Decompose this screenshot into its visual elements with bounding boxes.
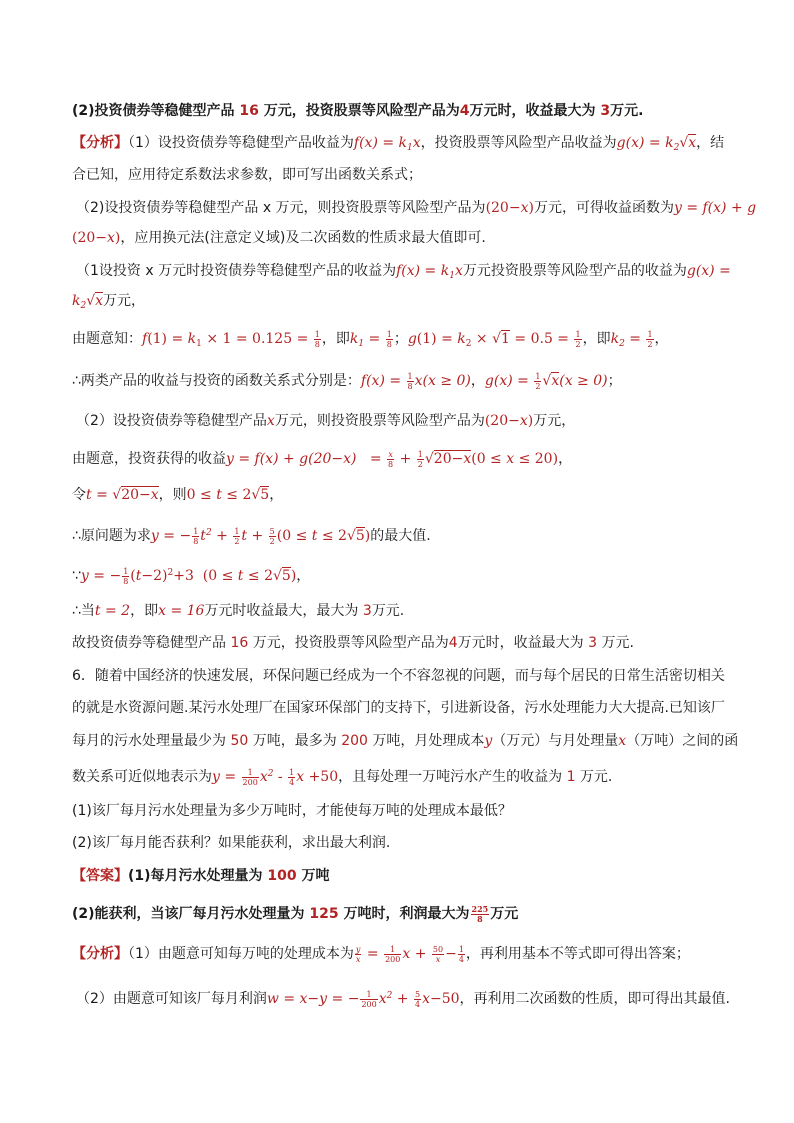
question-6-line-3: 每月的污水处理量最少为 50 万吨，最多为 200 万吨，月处理成本y（万元）与月处理量x（万吨）之间的函 — [72, 733, 739, 749]
question-6-line-4: 数关系可近似地表示为y = $\frac{1}{200}$ $x^2$ - $\frac{1}{4}$ x +50，且每处理一万吨污水产生的收益为 1 万元. — [72, 767, 613, 787]
analysis-line-3: （2)设投资债券等稳健型产品 x 万元，则投资股票等风险型产品为(20−x)万元，可得收益函数为y = f(x) + g — [76, 200, 757, 216]
solution-line-8: ∴原问题为求y = − $\frac{1}{8}$ $t^2$ + $\frac{1}{2}$ t + $\frac{5}{2}$ (0 ≤ t ≤ 2√5)的最大值. — [72, 526, 431, 546]
question-6-part-1: (1)该厂每月污水处理量为多少万吨时，才能使每万吨的处理成本最低？ — [72, 803, 512, 819]
question-6-part-2: (2)该厂每月能否获利？如果能获利，求出最大利润. — [72, 835, 391, 851]
analysis6-line-2: （2）由题意可知该厂每月利润w = x−y = − $\frac{1}{200}$ $x^2$ + $\frac{5}{4}$ x−50，再利用二次函数的性质，即可得出其最值. — [76, 989, 730, 1009]
solution-line-5: （2）设投资债券等稳健型产品x万元，则投资股票等风险型产品为(20−x)万元， — [76, 413, 576, 429]
analysis-line-2: 合已知，应用待定系数法求参数，即可写出函数关系式； — [72, 167, 422, 183]
question-6-line-2: 的就是水资源问题.某污水处理厂在国家环保部门的支持下，引进新设备，污水处理能力大大提高.已知该厂 — [72, 700, 725, 716]
solution-line-2: $k_2√x$万元， — [72, 293, 146, 311]
solution-line-1: （1设投资 x 万元时投资债券等稳健型产品的收益为$f(x) = k_1x$万元投资股票等风险型产品的收益为g(x) = — [76, 263, 731, 281]
solution-line-11: 故投资债券等稳健型产品 16 万元，投资股票等风险型产品为4万元时，收益最大为 3 万元. — [72, 635, 634, 651]
formula-fx: $f(x) = k_1x$ — [353, 135, 421, 153]
analysis-line-4: (20−x)，应用换元法(注意定义域)及二次函数的性质求最大值即可. — [72, 230, 486, 246]
analysis-line-1: 【分析】（1）设投资债券等稳健型产品收益为$f(x) = k_1x$，投资股票等风险型产品收益为$g(x) = k_2√x$，结 — [72, 135, 725, 153]
question-6-line-1: 6．随着中国经济的快速发展，环保问题已经成为一个不容忽视的问题，而与每个居民的日常生活密切相关 — [72, 668, 725, 684]
solution-line-9: ∵y = − $\frac{1}{8}$ $(t-2)^2+3$ (0 ≤ t ≤ 2√5)， — [72, 566, 311, 586]
analysis6-line-1: 【分析】（1）由题意可知每万吨的处理成本为 $\frac{y}{x}$ = $\frac{1}{200}$ x + $\frac{50}{x}$ − $\frac{1}{4}$ ，再利用基本不等式即可得出答案； — [72, 944, 690, 964]
answer-line-2: (2)能获利，当该厂每月污水处理量为 125 万吨时，利润最大为 $\frac{225}{8}$ 万元 — [72, 903, 519, 924]
solution-line-7: 令t = √20−x，则0 ≤ t ≤ 2√5， — [72, 487, 284, 503]
solution-line-6: 由题意，投资获得的收益y = f(x) + g(20−x) = $\frac{x}{8}$ + $\frac{1}{2}$ √20−x(0 ≤ x ≤ 20)， — [72, 449, 573, 469]
answer-part2-line: (2)投资债券等稳健型产品 16 万元，投资股票等风险型产品为4万元时，收益最大为 3万元. — [72, 103, 644, 119]
formula-gx: $g(x) = k_2√x$ — [616, 135, 697, 153]
answer-line-1: 【答案】(1)每月污水处理量为 100 万吨 — [72, 868, 330, 884]
solution-line-4: ∴两类产品的收益与投资的函数关系式分别是：f(x) = $\frac{1}{8}$ x(x ≥ 0)，g(x) = $\frac{1}{2}$ √x(x ≥ 0)； — [72, 371, 622, 391]
solution-line-3: 由题意知：$f(1) = k_1 \times 1 = 0.125$ = $\frac{1}{8}$ ，即$k_1$ = $\frac{1}{8}$ ；$g(1) = k_2 \times √1 = 0.5$ = $\frac{1}{2}$ ，即$k_2$ = $\frac{1}{2}$ ， — [72, 329, 669, 349]
solution-line-10: ∴当t = 2，即x = 16万元时收益最大，最大为 3万元. — [72, 603, 405, 619]
